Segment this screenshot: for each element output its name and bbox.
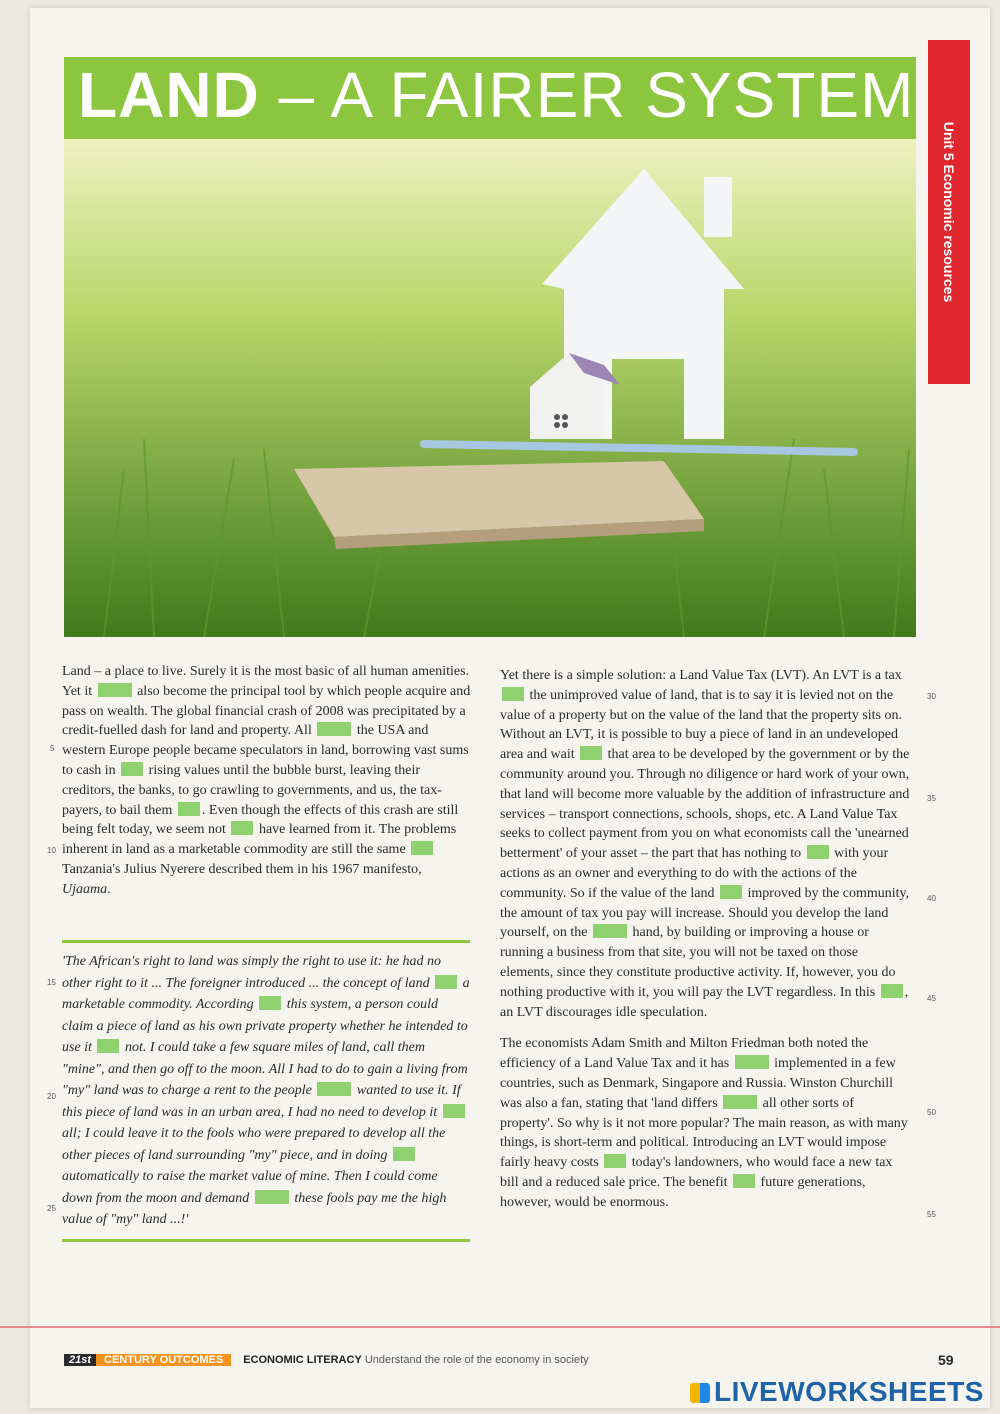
line-number: 5 (50, 744, 55, 753)
page-title: LAND – A FAIRER SYSTEM (78, 59, 915, 131)
answer-gap[interactable] (259, 996, 281, 1010)
line-number: 55 (927, 1210, 936, 1219)
line-number: 30 (927, 692, 936, 701)
unit-side-label: Unit 5 Economic resources (941, 121, 957, 303)
left-column (62, 662, 472, 912)
answer-gap[interactable] (735, 1055, 769, 1069)
answer-gap[interactable] (593, 924, 627, 938)
footer-21st-badge: 21st (64, 1354, 96, 1366)
answer-gap[interactable] (393, 1147, 415, 1161)
house-on-grass-photo (64, 139, 916, 637)
line-number: 35 (927, 794, 936, 803)
answer-gap[interactable] (178, 802, 200, 816)
answer-gap[interactable] (98, 683, 132, 697)
right-paragraph-2: The economists Adam Smith and Milton Friedman both noted the efficiency of a Land Value Tax and it has implemented in a few countries, such as Denmark, Singapore and Russia. Winston Churchill was also a fan, stating that 'land differs all other sorts of property'. So why is it not more popular? The main reason, as with many things, is short-term and political. Introducing an LVT would impose fairly heavy costs today's landowners, who would face a new tax bill and a reduced sale price. The benefit future generations, however, would be enormous. (500, 1036, 908, 1210)
page-footer (64, 1354, 589, 1370)
line-number: 50 (927, 1108, 936, 1117)
answer-gap[interactable] (723, 1095, 757, 1109)
line-number: 25 (47, 1204, 56, 1213)
answer-gap[interactable] (807, 845, 829, 859)
footer-rule (0, 1326, 1000, 1328)
line-number: 40 (927, 894, 936, 903)
liveworksheets-logo-icon (690, 1383, 710, 1403)
right-column (500, 666, 910, 1225)
answer-gap[interactable] (231, 821, 253, 835)
answer-gap[interactable] (604, 1154, 626, 1168)
answer-gap[interactable] (443, 1104, 465, 1118)
right-paragraph-1: Yet there is a simple solution: a Land Value Tax (LVT). An LVT is a tax the unimproved value of land, that is to say it is levied not on the value of a property but on the value of the land that the property sits on. Without an LVT, it is possible to buy a piece of land in an undeveloped area and wait that area to be developed by the government or by the community around you. Through no diligence or hard work of your own, that land will become more valuable by the addition of infrastructure and services – transport connections, schools, shops, etc. A Land Value Tax seeks to collect payment from you on what economists call the 'unearned betterment' of your asset – the part that has nothing to with your actions as an owner and everything to do with the actions of the community. So if the value of the land improved by the community, the amount of tax you pay will increase. Should you develop the land yourself, on the hand, by building or improving a house or running a business from that site, you will not be taxed on those elements, since they constitute productive activity. If, however, you do nothing productive with it, you will pay the LVT regardless. In this , an LVT discourages idle speculation. (500, 668, 910, 1020)
answer-gap[interactable] (317, 1082, 351, 1096)
line-number: 20 (47, 1092, 56, 1101)
line-number: 45 (927, 994, 936, 1003)
answer-gap[interactable] (881, 984, 903, 998)
answer-gap[interactable] (720, 885, 742, 899)
liveworksheets-watermark: LIVEWORKSHEETS (690, 1376, 984, 1408)
answer-gap[interactable] (580, 746, 602, 760)
footer-outcomes-badge: CENTURY OUTCOMES (96, 1354, 231, 1366)
line-number: 10 (47, 846, 56, 855)
footer-description: Understand the role of the economy in society (364, 1354, 589, 1366)
answer-gap[interactable] (121, 762, 143, 776)
answer-gap[interactable] (411, 841, 433, 855)
answer-gap[interactable] (317, 722, 351, 736)
photo-illustration (64, 139, 916, 637)
answer-gap[interactable] (502, 687, 524, 701)
nyerere-quote: 'The African's right to land was simply the right to use it: he had no other right to it ... The foreigner introduced ... the concept of land a marketable commodity. According this system, a person could claim a piece of land as his own private property whether he intended to use it not. I could take a few square miles of land, call them "mine", and then go off to the moon. All I had to do to gain a living from "my" land was to charge a rent to the people wanted to use it. If this piece of land was in an urban area, I had no need to develop it all; I could leave it to the fools who were prepared to develop all the other pieces of land surrounding "my" piece, and in doing automatically to raise the market value of mine. Then I could come down from the moon and demand these fools pay me the high value of "my" land ...!' (62, 940, 470, 1242)
answer-gap[interactable] (733, 1174, 755, 1188)
footer-literacy-label: ECONOMIC LITERACY (243, 1354, 362, 1366)
left-paragraph-1: Land – a place to live. Surely it is the most basic of all human amenities. Yet it also become the principal tool by which people acquire and pass on wealth. The global financial crash of 2008 was precipitated by a credit-fuelled dash for land and property. All the USA and western Europe people became speculators in land, borrowing vast sums to cash in rising values until the bubble burst, leaving their creditors, the banks, to go crawling to governments, and us, the tax-payers, to bail them . Even though the effects of this crash are still being felt today, we seem not have learned from it. The problems inherent in land as a marketable commodity are still the same Tanzania's Julius Nyerere described them in his 1967 manifesto, Ujaama. (62, 664, 471, 897)
answer-gap[interactable] (255, 1190, 289, 1204)
page-number: 59 (938, 1352, 954, 1368)
line-number: 15 (47, 978, 56, 987)
answer-gap[interactable] (97, 1039, 119, 1053)
answer-gap[interactable] (435, 975, 457, 989)
